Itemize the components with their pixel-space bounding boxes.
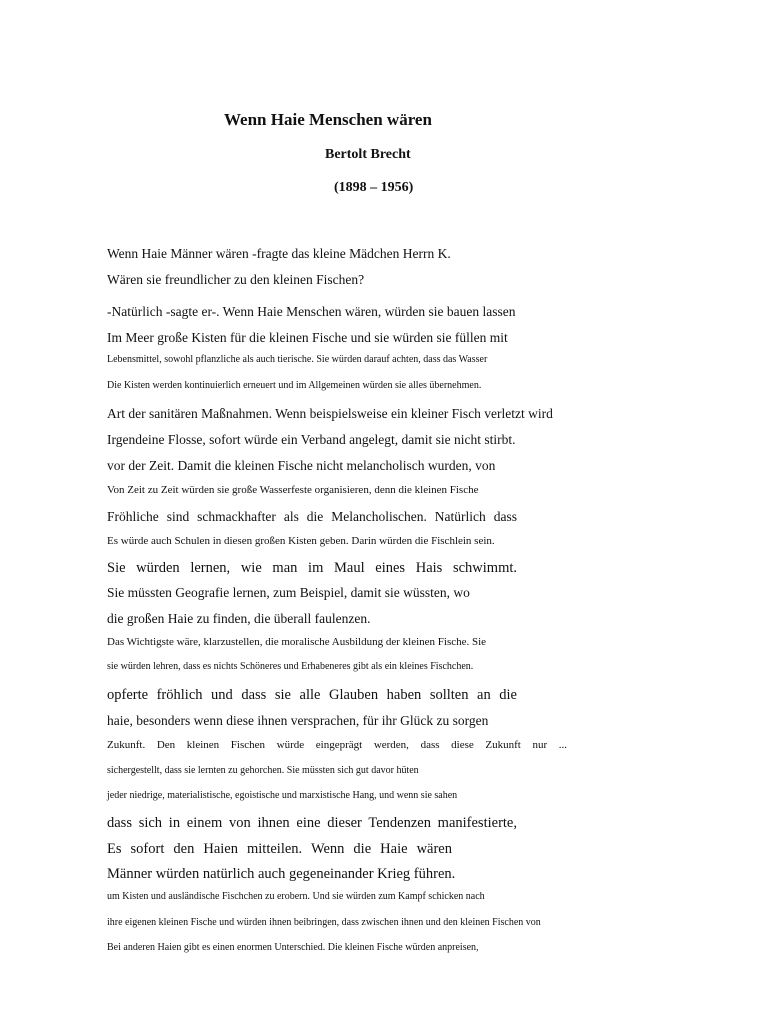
text-line: Von Zeit zu Zeit würden sie große Wasserfeste organisieren, denn die kleinen Fische: [107, 484, 479, 496]
text-line: dass sich in einem von ihnen eine dieser Tendenzen manifestierte,: [107, 815, 517, 831]
text-line: Sie würden lernen, wie man im Maul eines Hais schwimmt.: [107, 560, 517, 576]
text-line: um Kisten und ausländische Fischchen zu erobern. Und sie würden zum Kampf schicken nach: [107, 891, 485, 902]
text-line: Es sofort den Haien mitteilen. Wenn die Haie wären: [107, 841, 452, 857]
text-line: Irgendeine Flosse, sofort würde ein Verband angelegt, damit sie nicht stirbt.: [107, 432, 516, 447]
text-line: Zukunft. Den kleinen Fischen würde eingeprägt werden, dass diese Zukunft nur ...: [107, 739, 567, 751]
text-line: Die Kisten werden kontinuierlich erneuert und im Allgemeinen würden sie alles übernehmen.: [107, 380, 482, 391]
text-line: vor der Zeit. Damit die kleinen Fische nicht melancholisch wurden, von: [107, 458, 496, 473]
text-line: Fröhliche sind schmackhafter als die Melancholischen. Natürlich dass: [107, 509, 517, 524]
text-line: sichergestellt, dass sie lernten zu gehorchen. Sie müssten sich gut davor hüten: [107, 765, 419, 776]
text-line: ihre eigenen kleinen Fische und würden ihnen beibringen, dass zwischen ihnen und den kleinen Fischen von: [107, 917, 541, 928]
text-line: die großen Haie zu finden, die überall faulenzen.: [107, 611, 371, 626]
text-line: Sie müssten Geografie lernen, zum Beispiel, damit sie wüssten, wo: [107, 585, 470, 600]
text-line: -Natürlich -sagte er-. Wenn Haie Menschen wären, würden sie bauen lassen: [107, 304, 516, 319]
text-line: opferte fröhlich und dass sie alle Glauben haben sollten an die: [107, 687, 517, 703]
text-line: Lebensmittel, sowohl pflanzliche als auch tierische. Sie würden darauf achten, dass das Wasser: [107, 354, 488, 365]
text-line: Es würde auch Schulen in diesen großen Kisten geben. Darin würden die Fischlein sein.: [107, 535, 495, 547]
text-line: Wären sie freundlicher zu den kleinen Fischen?: [107, 272, 365, 287]
text-line: Wenn Haie Männer wären -fragte das kleine Mädchen Herrn K.: [107, 246, 451, 261]
text-line: Art der sanitären Maßnahmen. Wenn beispielsweise ein kleiner Fisch verletzt wird: [107, 406, 553, 421]
author-life-years: (1898 – 1956): [334, 180, 414, 195]
text-line: haie, besonders wenn diese ihnen versprachen, für ihr Glück zu sorgen: [107, 713, 489, 728]
text-line: sie würden lehren, dass es nichts Schöneres und Erhabeneres gibt als ein kleines Fischchen.: [107, 661, 474, 672]
text-line: Im Meer große Kisten für die kleinen Fische und sie würden sie füllen mit: [107, 330, 508, 345]
text-line: Bei anderen Haien gibt es einen enormen Unterschied. Die kleinen Fische würden anpreisen,: [107, 942, 479, 953]
text-line: Das Wichtigste wäre, klarzustellen, die moralische Ausbildung der kleinen Fische. Sie: [107, 636, 487, 648]
text-line: jeder niedrige, materialistische, egoistische und marxistische Hang, und wenn sie sahen: [107, 790, 458, 801]
document-author: Bertolt Brecht: [325, 147, 411, 162]
text-line: Männer würden natürlich auch gegeneinander Krieg führen.: [107, 866, 456, 882]
document-title: Wenn Haie Menschen wären: [224, 110, 432, 129]
